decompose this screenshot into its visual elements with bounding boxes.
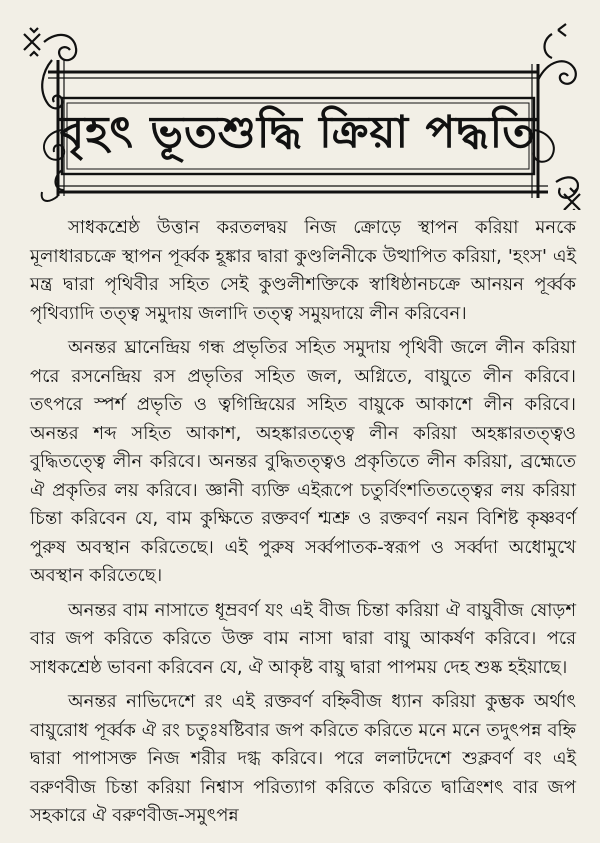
paragraph: সাধকশ্রেষ্ঠ উত্তান করতলদ্বয় নিজ ক্রোড়ে স্থাপন করিয়া মনকে মূলাধারচক্রে স্থাপন পূর্ব্বক হূঙ্কার দ্বারা কুণ্ডলিনীকে উত্থাপিত করিয়া, 'হংস' এই মন্ত্র দ্বারা পৃথিবীর সহিত সেই কুণ্ডলীশক্তিকে স্বাধিষ্ঠানচক্রে আনয়ন পূর্ব্বক পৃথিব্যাদি তত্ত্ব সমুদায় জলাদি তত্ত্ব সমুয়দায়ে লীন করিবেন।: [30, 217, 576, 324]
corner-ornament-icon: [556, 177, 580, 210]
paragraph: অনন্তর বাম নাসাতে ধূম্রবর্ণ যং এই বীজ চিন্তা করিয়া ঐ বায়ুবীজ ষোড়শ বার জপ করিতে করিতে উক্ত বাম নাসা দ্বারা বায়ু আকর্ষণ করিবে। পরে সাধকশ্রেষ্ঠ ভাবনা করিবেন যে, ঐ আকৃষ্ট বায়ু দ্বারা পাপময় দেহ শুষ্ক হইয়াছে।: [30, 599, 576, 678]
body-text: [30, 214, 576, 837]
page-title: বৃহৎ ভূতশুদ্ধি ক্রিয়া পদ্ধতি: [59, 106, 537, 158]
paragraph: অনন্তর ঘ্রানেন্দ্রিয় গন্ধ প্রভৃতির সহিত সমুদায় পৃথিবী জলে লীন করিয়া পরে রসনেন্দ্রিয় রস প্রভৃতির সহিত জল, অগ্নিতে, বায়ুতে লীন করিবে। তৎপরে স্পর্শ প্রভৃতি ও ত্বগিন্দ্রিয়ের সহিত বায়ুকে আকাশে লীন করিবে। অনন্তর শব্দ সহিত আকাশ, অহঙ্কারতত্ত্বে লীন করিয়া অহঙ্কারতত্ত্বও বুদ্ধিতত্ত্বে লীন করিবে। অনন্তর বুদ্ধিতত্ত্বও প্রকৃতিতে লীন করিয়া, ব্রহ্মেতে ঐ প্রকৃতির লয় করিবে। জ্ঞানী ব্যক্তি এইরূপে চতুর্বিংশতিতত্ত্বের লয় করিয়া চিন্তা করিবেন যে, বাম কুক্ষিতে রক্তবর্ণ শ্মশ্রু ও রক্তবর্ণ নয়ন বিশিষ্ট কৃষ্ণবর্ণ পুরুষ অবস্থান করিতেছে। এই পুরুষ সর্ব্বপাতক-স্বরূপ ও সর্ব্বদা অধোমুখে অবস্থান করিতেছে।: [30, 337, 576, 586]
title-frame: [18, 20, 586, 210]
title-box: [59, 96, 537, 174]
paragraph: অনন্তর নাভিদেশে রং এই রক্তবর্ণ বহ্নিবীজ ধ্যান করিয়া কুম্ভক অর্থাৎ বায়ুরোধ পূর্ব্বক ঐ রং চতুঃষষ্টিবার জপ করিতে করিতে মনে মনে তদুৎপন্ন বহ্নি দ্বারা পাপাসক্ত নিজ শরীর দগ্ধ করিবে। পরে ললাটদেশে শুক্লবর্ণ বং এই বরুণবীজ চিন্তা করিয়া নিশ্বাস পরিত্যাগ করিতে করিতে দ্বাত্রিংশৎ বার জপ সহকারে ঐ বরুণবীজ-সমুৎপন্ন: [30, 691, 576, 826]
